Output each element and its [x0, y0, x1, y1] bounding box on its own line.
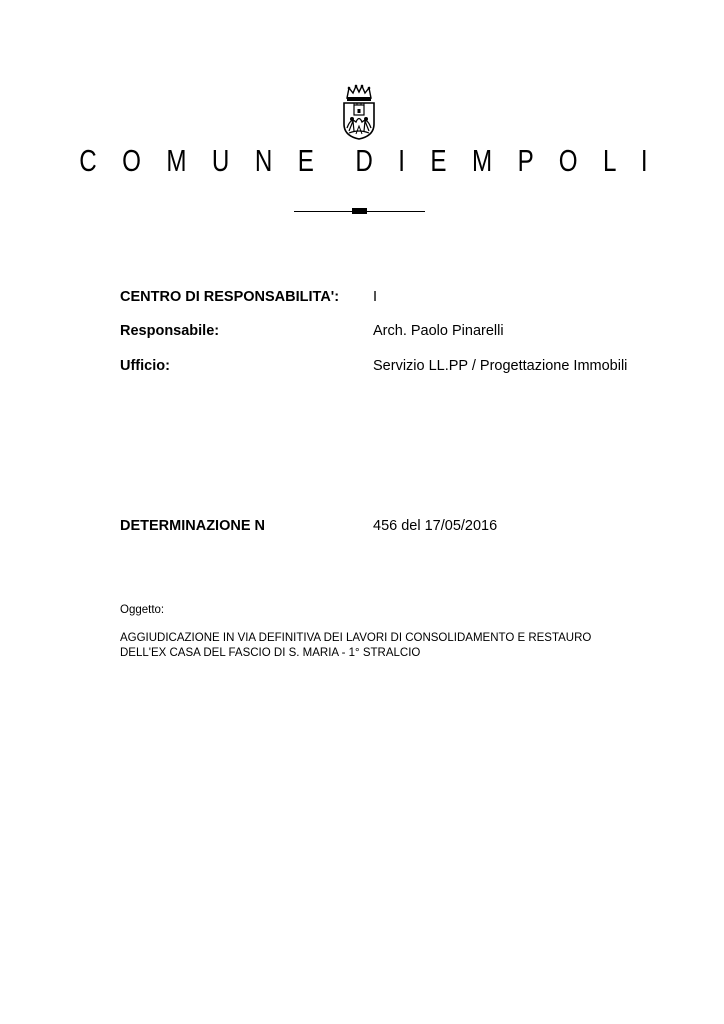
- determinazione-value: 456 del 17/05/2016: [373, 518, 498, 534]
- header-divider-mark: [352, 208, 367, 214]
- responsabile-value: Arch. Paolo Pinarelli: [373, 323, 504, 339]
- ufficio-label: Ufficio:: [120, 358, 170, 374]
- centro-responsabilita-label: CENTRO DI RESPONSABILITA':: [120, 289, 340, 305]
- oggetto-label: Oggetto:: [120, 604, 165, 616]
- oggetto-text: [120, 631, 680, 660]
- determinazione-label: DETERMINAZIONE N: [120, 518, 265, 534]
- town-name: C O M U N E D I E M P O L I: [79, 143, 658, 178]
- oggetto-line-1: AGGIUDICAZIONE IN VIA DEFINITIVA DEI LAVORI DI CONSOLIDAMENTO E RESTAURO: [120, 632, 592, 644]
- responsabile-label: Responsabile:: [120, 323, 220, 339]
- centro-responsabilita-value: I: [373, 289, 378, 305]
- oggetto-line-2: DELL'EX CASA DEL FASCIO DI S. MARIA - 1° STRALCIO: [120, 646, 421, 659]
- crest-icon: [341, 84, 377, 140]
- ufficio-value: Servizio LL.PP / Progettazione Immobili: [373, 358, 628, 374]
